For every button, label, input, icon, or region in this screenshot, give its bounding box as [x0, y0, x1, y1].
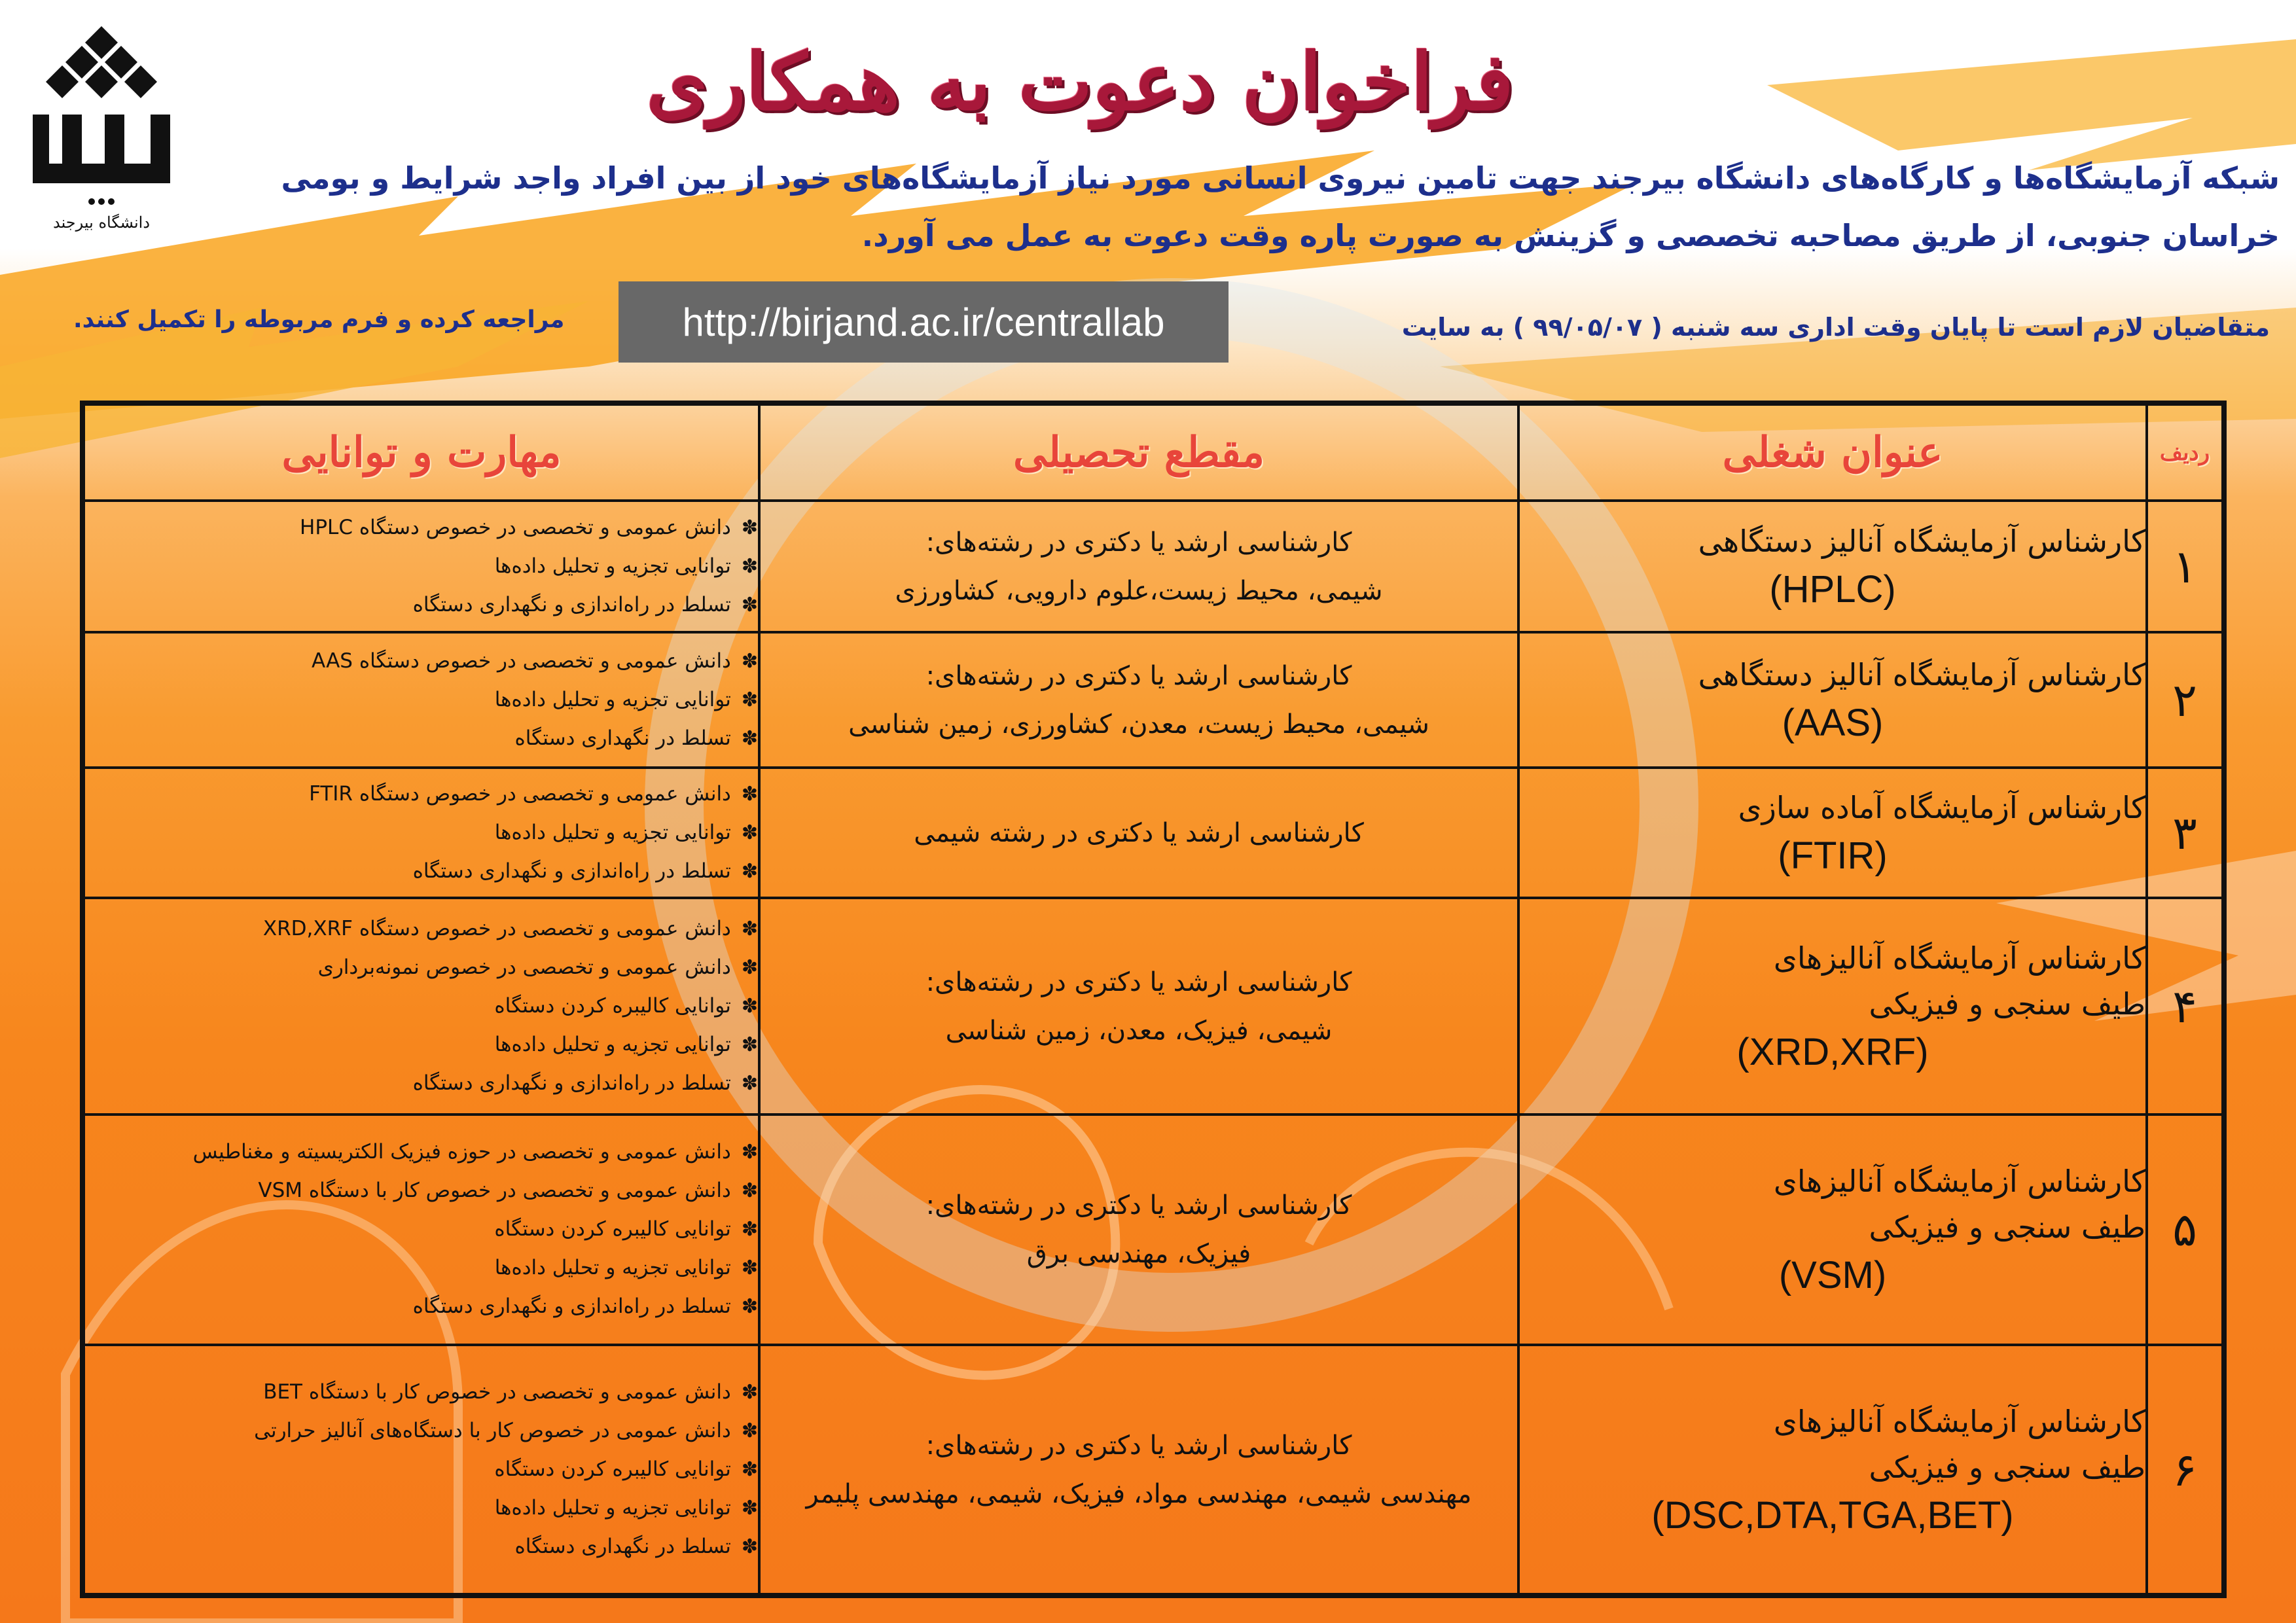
header-rank: ردیف	[2147, 403, 2224, 501]
row-skills	[82, 501, 759, 632]
education-degree: کارشناسی ارشد یا دکتری در رشته‌های:	[925, 527, 1352, 558]
row-skills	[82, 898, 759, 1114]
deadline-text: متقاضیان لازم است تا پایان وقت اداری سه شنبه ( ۹۹/۰۵/۰۷ ) به سایت	[1401, 313, 2270, 342]
skill-item: ✽ تسلط در راه‌اندازی و نگهداری دستگاه	[85, 852, 758, 891]
row-rank: ۳	[2147, 768, 2224, 898]
table-row	[82, 1345, 2224, 1596]
education-fields: شیمی، محیط زیست،علوم دارویی، کشاورزی	[895, 575, 1383, 606]
job-title-text: کارشناس آزمایشگاه آماده سازی	[1738, 789, 2145, 825]
row-rank: ۴	[2147, 898, 2224, 1114]
job-code: (XRD,XRF)	[1736, 1030, 1929, 1073]
row-skills	[82, 768, 759, 898]
skill-item: ✽ دانش عمومی و تخصصی در خصوص دستگاه AAS	[85, 642, 758, 681]
table-row	[82, 768, 2224, 898]
job-code: (DSC,DTA,TGA,BET)	[1651, 1493, 2014, 1537]
skill-item: ✽ تسلط در نگهداری دستگاه	[85, 1527, 758, 1566]
skill-item: ✽ تسلط در راه‌اندازی و نگهداری دستگاه	[85, 586, 758, 624]
skill-item: ✽ توانایی تجزیه و تحلیل داده‌ها	[85, 1249, 758, 1287]
row-education	[759, 768, 1518, 898]
page-title: فراخوان دعوت به همکاری	[646, 36, 1514, 128]
education-degree: کارشناسی ارشد یا دکتری در رشته‌های:	[925, 967, 1352, 997]
education-fields: فیزیک، مهندسی برق	[1026, 1238, 1251, 1269]
skill-item: ✽ توانایی کالیبره کردن دستگاه	[85, 1450, 758, 1489]
skill-item: ✽ دانش عمومی و تخصصی در خصوص نمونه‌برداری	[85, 948, 758, 987]
table-header-row	[82, 403, 2224, 501]
skill-item: ✽ دانش عمومی و تخصصی در خصوص دستگاه FTIR	[85, 775, 758, 813]
skill-item: ✽ دانش عمومی و تخصصی در خصوص کار با دستگاه VSM	[85, 1171, 758, 1210]
row-job-title	[1518, 898, 2147, 1114]
jobs-table	[80, 401, 2227, 1598]
skill-item: ✽ دانش عمومی در خصوص کار با دستگاه‌های آنالیز حرارتی	[85, 1412, 758, 1450]
row-rank: ۱	[2147, 501, 2224, 632]
row-rank: ۲	[2147, 632, 2224, 767]
university-logo	[20, 20, 183, 236]
row-skills	[82, 632, 759, 767]
logo-caption: دانشگاه بیرجند	[52, 213, 151, 232]
row-job-title	[1518, 1115, 2147, 1346]
row-rank: ۶	[2147, 1345, 2224, 1596]
row-education	[759, 501, 1518, 632]
education-fields: شیمی، فیزیک، معدن، زمین شناسی	[945, 1015, 1333, 1046]
job-code: (FTIR)	[1778, 834, 1888, 877]
row-job-title	[1518, 768, 2147, 898]
skill-item: ✽ توانایی تجزیه و تحلیل داده‌ها	[85, 813, 758, 852]
row-education	[759, 1115, 1518, 1346]
education-fields: مهندسی شیمی، مهندسی مواد، فیزیک، شیمی، مهندسی پلیمر	[806, 1478, 1472, 1509]
row-job-title	[1518, 501, 2147, 632]
row-job-title	[1518, 1345, 2147, 1596]
row-job-title	[1518, 632, 2147, 767]
row-education	[759, 1345, 1518, 1596]
header-title: عنوان شغلی	[1518, 403, 2147, 501]
url-link[interactable]: http://birjand.ac.ir/centrallab	[619, 281, 1229, 363]
skill-item: ✽ دانش عمومی و تخصصی در حوزه فیزیک الکتریسیته و مغناطیس	[85, 1133, 758, 1171]
education-degree: کارشناسی ارشد یا دکتری در رشته‌های:	[925, 1190, 1352, 1221]
skill-item: ✽ دانش عمومی و تخصصی در خصوص کار با دستگاه BET	[85, 1373, 758, 1412]
job-code: (AAS)	[1782, 701, 1884, 744]
job-code: (VSM)	[1778, 1253, 1887, 1296]
job-title-text: کارشناس آزمایشگاه آنالیزهای	[1773, 940, 2145, 976]
education-fields: شیمی، محیط زیست، معدن، کشاورزی، زمین شناسی	[848, 709, 1429, 740]
row-skills	[82, 1345, 759, 1596]
skill-item: ✽ تسلط در راه‌اندازی و نگهداری دستگاه	[85, 1064, 758, 1103]
header-education: مقطع تحصیلی	[759, 403, 1518, 501]
education-degree: کارشناسی ارشد یا دکتری در رشته شیمی	[914, 817, 1364, 848]
intro-paragraph: شبکه آزمایشگاه‌ها و کارگاه‌های دانشگاه بیرجند جهت تامین نیروی انسانی مورد نیاز آزمایشگاه‌های خود از بین افراد واجد شرایط و بومی خراسان جنوبی، از طریق مصاحبه تخصصی و گزینش به صورت پاره وقت دعوت به عمل می آورد.	[281, 160, 2280, 253]
table-row	[82, 898, 2224, 1114]
row-skills	[82, 1115, 759, 1346]
job-title-text-2: طیف سنجی و فیزیکی	[1869, 1209, 2145, 1245]
row-education	[759, 632, 1518, 767]
job-title-text: کارشناس آزمایشگاه آنالیزهای	[1773, 1403, 2145, 1439]
job-title-text: کارشناس آزمایشگاه آنالیزهای	[1773, 1163, 2145, 1199]
skill-item: ✽ توانایی کالیبره کردن دستگاه	[85, 1210, 758, 1249]
skill-item: ✽ توانایی تجزیه و تحلیل داده‌ها	[85, 681, 758, 719]
education-degree: کارشناسی ارشد یا دکتری در رشته‌های:	[925, 1430, 1352, 1461]
skill-item: ✽ توانایی تجزیه و تحلیل داده‌ها	[85, 1026, 758, 1064]
skill-item: ✽ توانایی تجزیه و تحلیل داده‌ها	[85, 547, 758, 586]
job-title-text: کارشناس آزمایشگاه آنالیز دستگاهی	[1698, 656, 2145, 692]
table-row	[82, 632, 2224, 767]
education-degree: کارشناسی ارشد یا دکتری در رشته‌های:	[925, 660, 1352, 691]
job-code: (HPLC)	[1769, 567, 1896, 611]
row-rank: ۵	[2147, 1115, 2224, 1346]
skill-item: ✽ توانایی تجزیه و تحلیل داده‌ها	[85, 1489, 758, 1527]
table-row	[82, 501, 2224, 632]
row-education	[759, 898, 1518, 1114]
table-row	[82, 1115, 2224, 1346]
deadline-text-end: مراجعه کرده و فرم مربوطه را تکمیل کنند.	[73, 306, 565, 333]
header-skills: مهارت و توانایی	[82, 403, 759, 501]
skill-item: ✽ تسلط در نگهداری دستگاه	[85, 719, 758, 758]
skill-item: ✽ دانش عمومی و تخصصی در خصوص دستگاه XRD,XRF	[85, 910, 758, 948]
job-title-text: کارشناس آزمایشگاه آنالیز دستگاهی	[1698, 523, 2145, 559]
job-title-text-2: طیف سنجی و فیزیکی	[1869, 1449, 2145, 1485]
job-title-text-2: طیف سنجی و فیزیکی	[1869, 986, 2145, 1022]
skill-item: ✽ توانایی کالیبره کردن دستگاه	[85, 987, 758, 1026]
skill-item: ✽ تسلط در راه‌اندازی و نگهداری دستگاه	[85, 1287, 758, 1326]
skill-item: ✽ دانش عمومی و تخصصی در خصوص دستگاه HPLC	[85, 508, 758, 547]
